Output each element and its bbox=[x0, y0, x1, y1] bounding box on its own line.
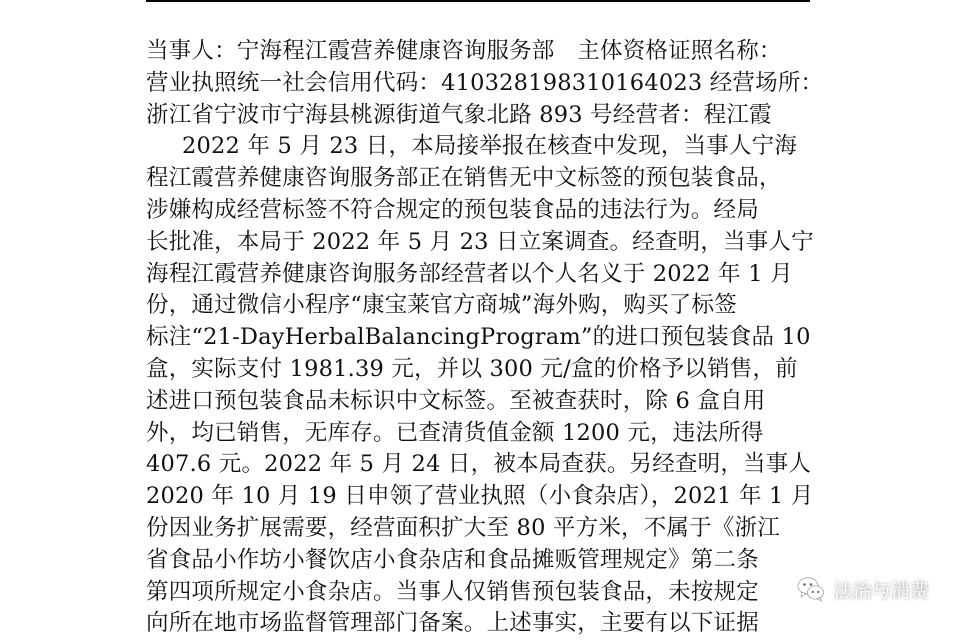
text-line: 向所在地市场监督管理部门备案。上述事实，主要有以下证据 bbox=[146, 610, 759, 637]
text-line: 份，通过微信小程序“康宝莱官方商城”海外购，购买了标签 bbox=[146, 292, 737, 319]
text-line: 程江霞营养健康咨询服务部正在销售无中文标签的预包装食品， bbox=[146, 165, 782, 192]
text-line: 407.6 元。2022 年 5 月 24 日，被本局查获。另经查明，当事人 bbox=[146, 451, 812, 478]
text-line: 述进口预包装食品未标识中文标签。至被查获时，除 6 盒自用 bbox=[146, 387, 766, 414]
text-line: 长批准，本局于 2022 年 5 月 23 日立案调查。经查明，当事人宁 bbox=[146, 228, 814, 255]
text-line: 盒，实际支付 1981.39 元，并以 300 元/盒的价格予以销售，前 bbox=[146, 355, 798, 382]
document-body bbox=[146, 36, 824, 640]
paragraph-start-line: 2022 年 5 月 23 日，本局接举报在核查中发现，当事人宁海 bbox=[182, 133, 798, 160]
watermark-text: 法治与消费 bbox=[833, 579, 929, 602]
text-line: 省食品小作坊小餐饮店小食杂店和食品摊贩管理规定》第二条 bbox=[146, 546, 759, 573]
top-divider bbox=[146, 0, 810, 2]
text-line: 当事人：宁海程江霞营养健康咨询服务部 主体资格证照名称： bbox=[146, 38, 782, 64]
text-line: 海程江霞营养健康咨询服务部经营者以个人名义于 2022 年 1 月 bbox=[146, 260, 793, 287]
text-line: 涉嫌构成经营标签不符合规定的预包装食品的违法行为。经局 bbox=[146, 196, 759, 223]
text-line: 浙江省宁波市宁海县桃源街道气象北路 893 号经营者：程江霞 bbox=[146, 101, 772, 128]
wechat-icon bbox=[796, 574, 826, 604]
text-line: 份因业务扩展需要，经营面积扩大至 80 平方米，不属于《浙江 bbox=[146, 514, 780, 541]
watermark bbox=[796, 571, 929, 607]
text-line: 外，均已销售，无库存。已查清货值金额 1200 元，违法所得 bbox=[146, 419, 764, 446]
text-line: 标注“21-DayHerbalBalancingProgram”的进口预包装食品 10 bbox=[146, 324, 811, 351]
text-line: 营业执照统一社会信用代码：410328198310164023 经营场所： bbox=[146, 69, 824, 96]
text-line: 2020 年 10 月 19 日申领了营业执照（小食杂店），2021 年 1 月 bbox=[146, 483, 814, 510]
text-line: 第四项所规定小食杂店。当事人仅销售预包装食品，未按规定 bbox=[146, 578, 759, 605]
